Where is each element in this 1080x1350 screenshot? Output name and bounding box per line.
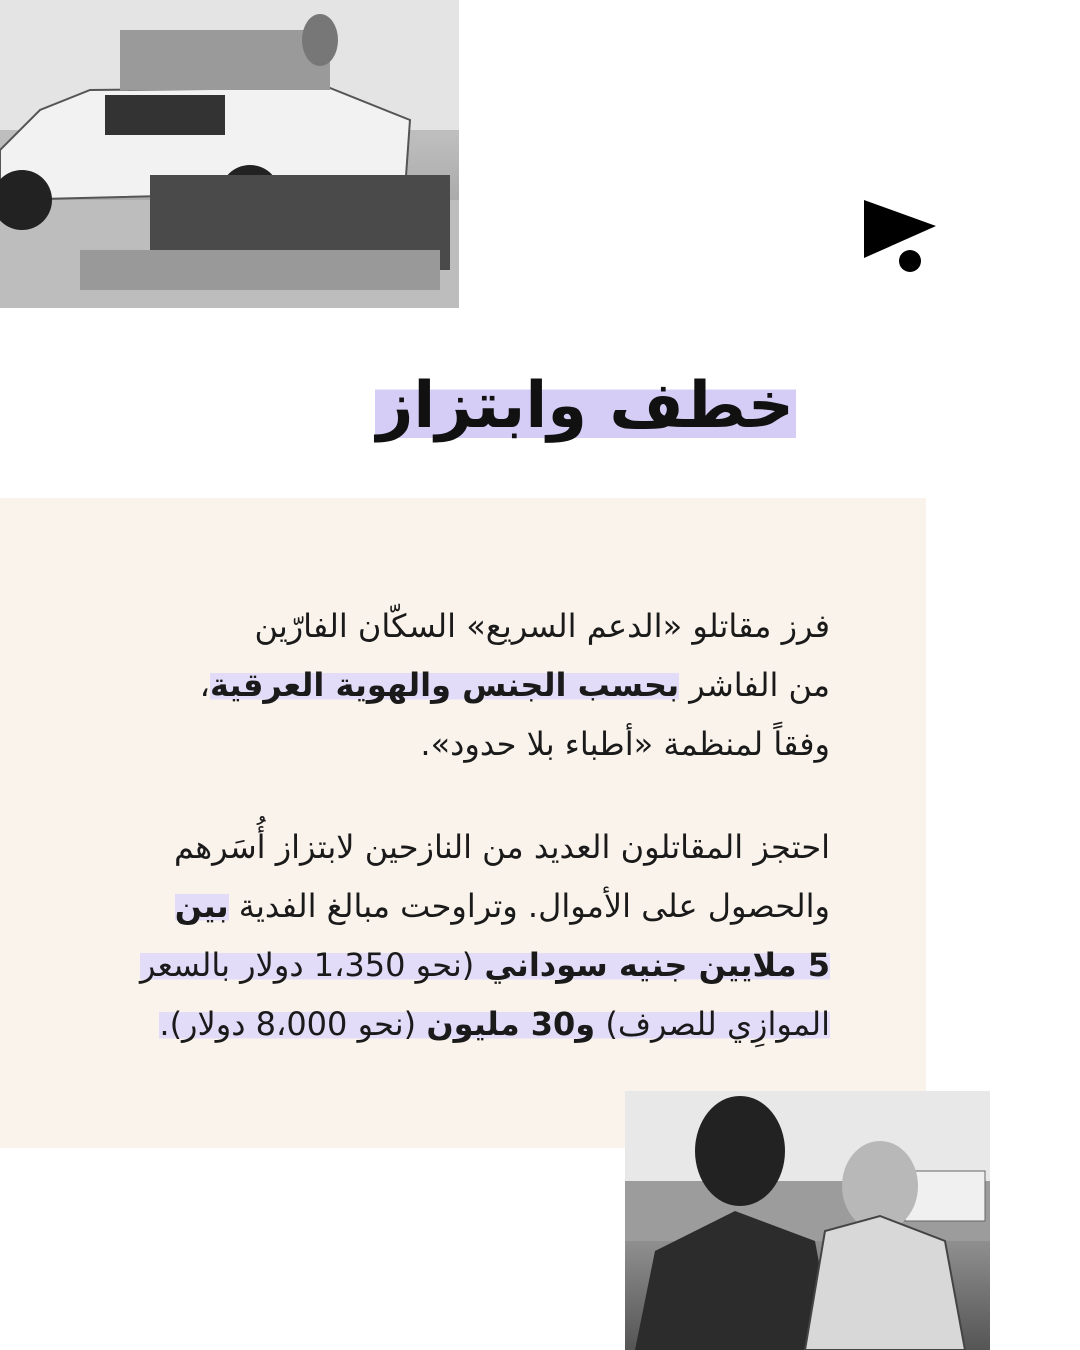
- triangle-dot-logo-icon: [860, 196, 940, 276]
- title-container: [375, 368, 796, 444]
- paragraph-2-line-3-rest: (نحو 1،350 دولار بالسعر: [139, 946, 485, 984]
- paragraph-2-line-2: [70, 877, 830, 936]
- highlight-5-million: 5 ملايين جنيه سوداني: [484, 946, 830, 984]
- page-title: خطف وابتزاز: [376, 369, 794, 443]
- man-and-woman-talking-photo-icon: [625, 1091, 990, 1350]
- bottom-photo: [625, 1091, 990, 1350]
- paragraph-1-line-2-start: من الفاشر: [679, 666, 830, 704]
- paragraph-2-line-3: [70, 936, 830, 995]
- top-photo: [0, 0, 459, 308]
- paragraph-1-line-3: وفقاً لمنظمة «أطباء بلا حدود».: [420, 725, 830, 763]
- paragraph-1-line-2-end: ،: [199, 666, 210, 704]
- car-with-families-photo-icon: [0, 0, 459, 308]
- paragraph-2-line-2-start: والحصول على الأموال. وتراوحت مبالغ الفدية: [228, 887, 830, 925]
- paragraph-2-line-4-rest: (نحو 8،000 دولار).: [159, 1005, 427, 1043]
- paragraph-1-line-2: [70, 656, 830, 715]
- paragraph-1-line-1: فرز مقاتلو «الدعم السريع» السكّان الفارّين: [254, 607, 830, 645]
- paragraph-2-line-4-start: الموازِي للصرف): [595, 1005, 830, 1043]
- highlight-30-million: و30 مليون: [426, 1005, 596, 1043]
- highlight-gender-ethnicity: بحسب الجنس والهوية العرقية: [209, 666, 680, 704]
- paragraph-2-line-4: [70, 995, 830, 1054]
- paragraph-2-line-1: احتجز المقاتلون العديد من النازحين لابتزاز أُسَرهم: [174, 828, 830, 866]
- highlight-between: بين: [174, 887, 229, 925]
- paragraph-1: [70, 597, 830, 774]
- paragraph-2: [70, 818, 830, 1054]
